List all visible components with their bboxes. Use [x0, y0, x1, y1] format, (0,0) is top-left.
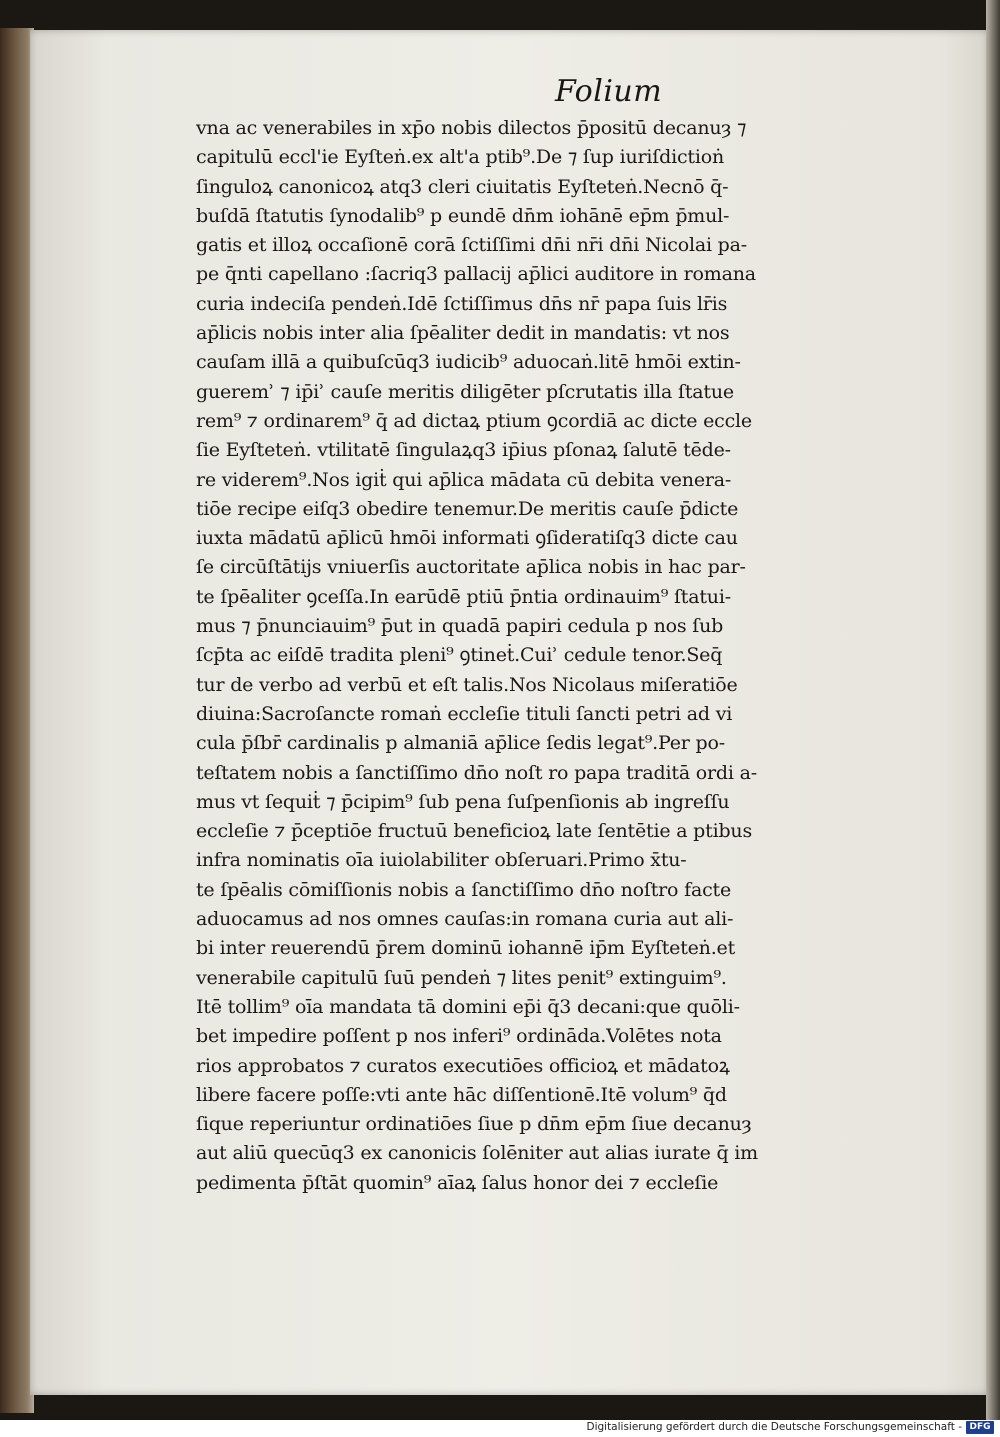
text-line: ſinguloꝝ canonicoꝝ atq3 cleri ciuitatis Eyſteteṅ.Necnō q̄- [196, 175, 729, 198]
text-line: eccleſie ⁊ p̄ceptiōe fructuū beneficioꝝ late ſentētie a ptibus [196, 820, 753, 843]
text-line: bi inter reuerendū p̄rem dominū iohannē ip̄m Eyſteteṅ.et [196, 937, 736, 960]
text-line: ſique reperiuntur ordinatiōes ſiue p dn̄m ep̄m ſiue decanuȝ [196, 1113, 752, 1136]
page-right-edge [986, 0, 1000, 1420]
funding-credit: Digitalisierung gefördert durch die Deutsche Forschungsgemeinschaft - [586, 1421, 962, 1433]
text-line: Itē tollim⁹ oīa mandata tā domini ep̄i q̄3 decani:que quōli- [196, 995, 740, 1018]
text-line: aduocamus ad nos omnes cauſas:in romana curia aut ali- [196, 908, 734, 931]
text-line: mus vt ſequiṫ ⁊ p̄cipim⁹ ſub pena ſuſpenſionis ab ingreſſu [196, 790, 730, 813]
book-spine-edge [0, 28, 34, 1413]
text-line: diuina:Sacroſancte romaṅ eccleſie tituli ſancti petri ad vi [196, 702, 733, 725]
dfg-logo: DFG [966, 1421, 994, 1434]
text-line: cula p̄ſbr̄ cardinalis p almaniā ap̄lice ſedis legat⁹.Per po- [196, 732, 725, 755]
text-line: capitulū eccl'ie Eyſteṅ.ex alt'a ptib⁹.De ⁊ ſup iuriſdictioṅ [196, 146, 724, 169]
text-line: bet impedire poſſent p nos inferi⁹ ordināda.Volētes nota [196, 1025, 722, 1048]
text-line: tur de verbo ad verbū et eſt talis.Nos Nicolaus miſeratiōe [196, 673, 738, 696]
text-line: pe q̄nti capellano :ſacriq3 pallacij ap̄lici auditore in romana [196, 263, 756, 286]
text-line: vna ac venerabiles in xp̄o nobis dilectos p̄positū decanuȝ ⁊ [196, 117, 747, 139]
text-line: tiōe recipe eiſq3 obedire tenemur.De meritis cauſe p̄dicte [196, 497, 739, 520]
text-line: te ſpēalis cōmiſſionis nobis a ſanctiſſimo dn̄o noſtro facte [196, 878, 732, 901]
text-line: teſtatem nobis a ſanctiſſimo dn̄o noſt ro papa traditā ordi a- [196, 761, 757, 784]
text-line: re viderem⁹.Nos igiṫ qui ap̄lica mādata cū debita venera- [196, 468, 732, 491]
text-line: gueremʾ ⁊ ip̄iʾ cauſe meritis diligēter pſcrutatis illa ſtatue [196, 380, 734, 403]
text-line: gatis et illoꝝ occaſionē corā ſctiſſimi dn̄i nr̄i dn̄i Nicolai pa- [196, 234, 747, 257]
text-line: ſie Eyſteteṅ. vtilitatē ſingulaꝝq3 ip̄ius pſonaꝝ ſalutē tēde- [196, 439, 731, 462]
text-line: curia indeciſa pendeṅ.Idē ſctiſſimus dn̄s nr̄ papa ſuis lr̄is [196, 292, 728, 315]
text-line: te ſpēaliter ꝯceſſa.In earūdē ptiū p̄ntia ordinauim⁹ ſtatui- [196, 585, 731, 608]
text-line: libere facere poſſe:vti ante hāc diſſentionē.Itē volum⁹ q̄d [196, 1083, 727, 1106]
text-line: cauſam illā a quibuſcūq3 iudicib⁹ aduocaṅ.litē hmōi extin- [196, 351, 741, 374]
text-line: buſdā ſtatutis ſynodalib⁹ p eundē dn̄m iohānē ep̄m p̄mul- [196, 204, 730, 227]
text-line: infra nominatis oīa iuiolabiliter obſeruari.Primo x̄tu- [196, 849, 687, 872]
folio-heading: Folium [555, 74, 663, 109]
text-line: venerabile capitulū ſuū pendeṅ ⁊ lites penit⁹ extinguim⁹. [196, 966, 727, 989]
text-line: ap̄licis nobis inter alia ſpēaliter dedit in mandatis: vt nos [196, 322, 730, 345]
page-text-block [196, 114, 896, 1198]
text-line: pedimenta p̄ſtāt quomin⁹ aīaꝝ ſalus honor dei ⁊ eccleſie [196, 1171, 719, 1194]
text-line: aut aliū quecūq3 ex canonicis ſolēniter aut alias iurate q̄ im [196, 1142, 758, 1165]
text-line: rios approbatos ⁊ curatos executiōes officioꝝ et mādatoꝝ [196, 1054, 730, 1077]
text-line: ſcp̄ta ac eiſdē tradita pleni⁹ ꝯtineṫ.Cuiʾ cedule tenor.Seq̄ [196, 644, 723, 667]
text-line: iuxta mādatū ap̄licū hmōi informati ꝯſideratiſq3 dicte cau [196, 527, 738, 550]
text-line: ſe circūſtātijs vniuerſis auctoritate ap̄lica nobis in hac par- [196, 556, 746, 579]
text-line: rem⁹ ⁊ ordinarem⁹ q̄ ad dictaꝝ ptium ꝯcordiā ac dicte eccle [196, 409, 752, 432]
text-line: mus ⁊ p̄nunciauim⁹ p̄ut in quadā papiri cedula p nos ſub [196, 615, 724, 638]
